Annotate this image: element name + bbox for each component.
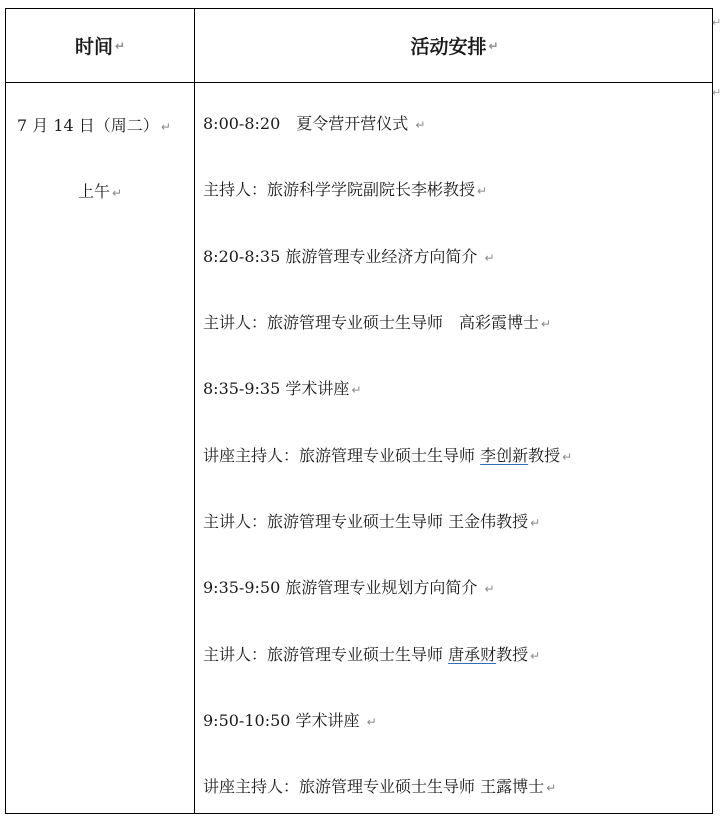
activity-text-prefix: 讲座主持人：旅游管理专业硕士生导师 [203, 446, 481, 465]
activity-text: 8:35-9:35 学术讲座 [203, 379, 350, 398]
row-end-mark-icon: ↵ [712, 16, 721, 29]
activity-text: 8:20-8:35 旅游管理专业经济方向简介 [203, 247, 483, 266]
paragraph-mark-icon: ↵ [415, 118, 426, 132]
activity-line [203, 507, 708, 537]
activity-line [203, 374, 708, 404]
activity-text: 主讲人：旅游管理专业硕士生导师 高彩霞博士 [203, 313, 540, 332]
time-date: 7 月 14 日（周二） [17, 116, 159, 135]
activity-text-prefix: 主讲人：旅游管理专业硕士生导师 [203, 645, 449, 664]
spellcheck-underlined-name: 李创新 [480, 446, 529, 465]
activity-line [203, 109, 708, 139]
spellcheck-underlined-name: 唐承财 [448, 645, 497, 664]
activity-line [203, 175, 708, 205]
paragraph-mark-icon: ↵ [530, 516, 541, 530]
activity-line [203, 308, 708, 338]
activity-text: 9:35-9:50 旅游管理专业规划方向简介 [203, 578, 483, 597]
time-period-line [6, 179, 194, 202]
header-activity-cell [195, 9, 714, 82]
paragraph-mark-icon: ↵ [546, 781, 557, 795]
activity-text-suffix: 教授 [496, 645, 529, 664]
paragraph-mark-icon: ↵ [114, 38, 126, 53]
activity-text: 9:50-10:50 学术讲座 [203, 711, 365, 730]
schedule-table [5, 8, 713, 814]
header-time-cell [6, 9, 194, 82]
activity-line [203, 772, 708, 802]
activity-text: 主讲人：旅游管理专业硕士生导师 王金伟教授 [203, 512, 529, 531]
paragraph-mark-icon: ↵ [484, 582, 495, 596]
time-date-line [6, 113, 205, 136]
header-time-label: 时间 [74, 36, 113, 58]
activity-line [203, 441, 708, 471]
paragraph-mark-icon: ↵ [351, 383, 362, 397]
activity-text: 8:00-8:20 夏令营开营仪式 [203, 114, 414, 133]
paragraph-mark-icon: ↵ [366, 715, 377, 729]
paragraph-mark-icon: ↵ [477, 184, 488, 198]
paragraph-mark-icon: ↵ [541, 317, 552, 331]
paragraph-mark-icon: ↵ [488, 38, 499, 53]
activity-text: 主持人：旅游科学学院副院长李彬教授 [203, 180, 476, 199]
paragraph-mark-icon: ↵ [111, 186, 123, 200]
activity-line [203, 242, 708, 272]
paragraph-mark-icon: ↵ [160, 120, 171, 134]
row-end-mark-icon: ↵ [712, 86, 721, 99]
paragraph-mark-icon: ↵ [484, 251, 495, 265]
activity-line [203, 640, 708, 670]
activity-line [203, 706, 708, 736]
header-divider [6, 82, 712, 83]
time-period: 上午 [77, 182, 110, 201]
paragraph-mark-icon: ↵ [562, 450, 573, 464]
paragraph-mark-icon: ↵ [530, 649, 541, 663]
header-activity-label: 活动安排 [410, 36, 487, 58]
activity-line [203, 573, 708, 603]
activity-text-suffix: 教授 [528, 446, 561, 465]
activity-text: 讲座主持人：旅游管理专业硕士生导师 王露博士 [203, 777, 545, 796]
